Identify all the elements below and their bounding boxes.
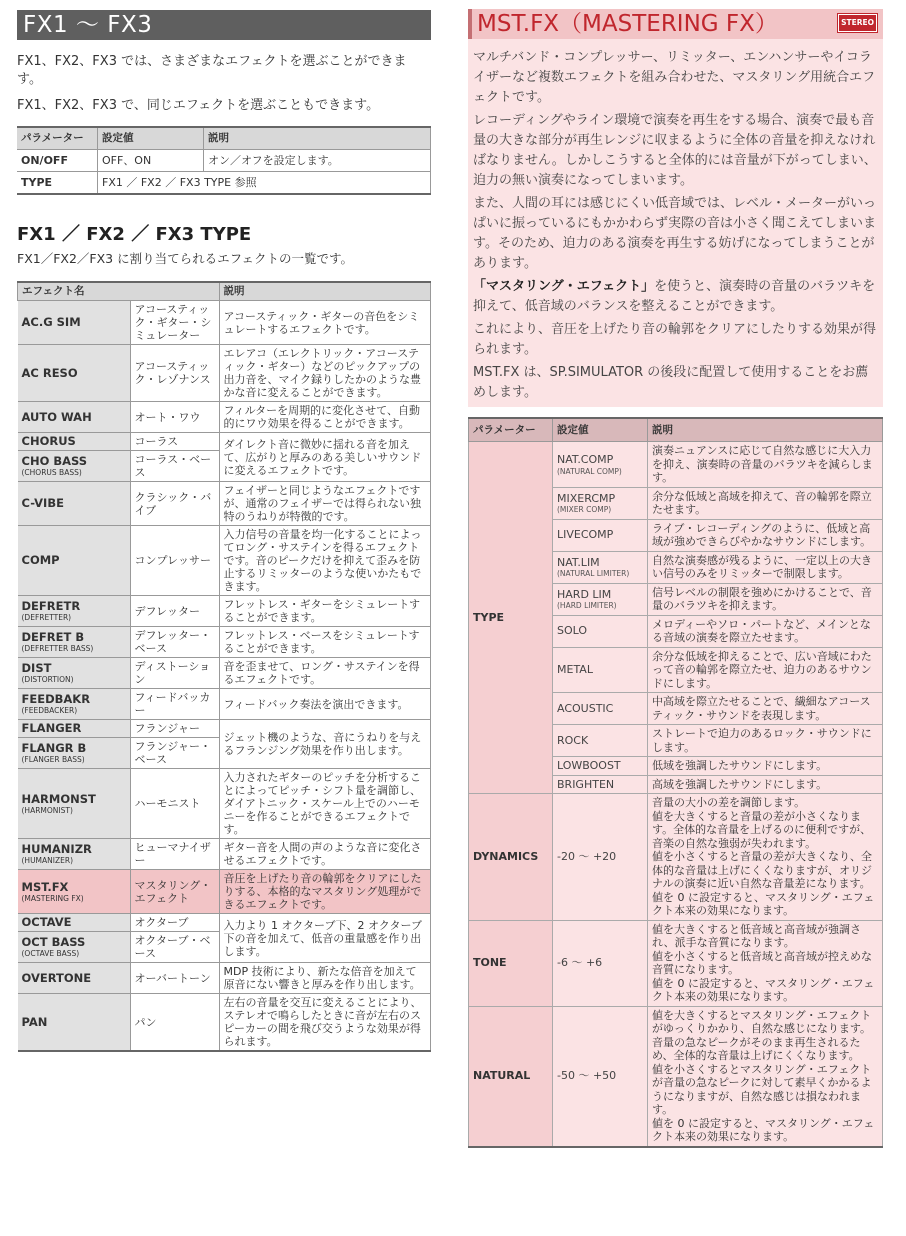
header-effect-desc: 説明 <box>219 282 431 301</box>
type-desc: 中高域を際立たせることで、繊細なアコースティック・サウンドを表現します。 <box>648 693 883 725</box>
effect-name-text: FLANGR B <box>21 741 87 755</box>
type-desc: 信号レベルの制限を強めにかけることで、音量のバラツキを抑えます。 <box>648 583 883 615</box>
effect-name-text: FEEDBAKR <box>21 692 91 706</box>
mstfx-para-3: また、人間の耳には感じにくい低音域では、レベル・メーターがいっぱいに振っているにもかかわらず実際の音は小さく聞こえてしまいます。そのため、迫力のある演奏を再生する妨げになってしまうことがあります。 <box>473 196 877 271</box>
type-row <box>469 442 883 488</box>
type-desc: 余分な低域を抑えることで、広い音域にわたって音の輪郭を際立たせ、迫力のあるサウンドにします。 <box>648 647 883 693</box>
mstfx-title: MST.FX（MASTERING FX） <box>477 11 778 37</box>
effect-jp-name: デフレッター <box>130 596 219 627</box>
effect-name <box>18 301 131 345</box>
type-value-sub: (HARD LIMITER) <box>557 601 617 611</box>
effect-name-text: PAN <box>21 1014 48 1029</box>
effect-jp-name: オクターブ・ベース <box>130 932 219 963</box>
table-row <box>18 769 431 839</box>
effect-name-text: DIST <box>21 661 52 675</box>
table-row <box>18 994 431 1052</box>
table-row <box>18 402 431 433</box>
value-dynamics: -20 〜 +20 <box>553 794 648 921</box>
effect-name-sub: (MASTERING FX) <box>21 893 84 903</box>
effect-jp-name: コーラス・ベース <box>130 451 219 482</box>
effect-name <box>18 627 131 658</box>
dynamics-desc-4: 値を 0 に設定すると、マスタリング・エフェクト本来の効果になります。 <box>652 890 875 917</box>
type-value <box>553 519 648 551</box>
table-row <box>17 150 431 172</box>
type-value-sub: (NATURAL COMP) <box>557 466 622 476</box>
table-row <box>18 914 431 932</box>
effect-name-text: HUMANIZR <box>21 842 92 856</box>
table-row <box>18 345 431 402</box>
natural-desc-1: 値を大きくするとマスタリング・エフェクトがゆっくりかかり、自然な感じになります。音量の急なピークがそのまま再生されるため、全体的な音量は上げにくくなります。 <box>652 1008 872 1062</box>
effect-jp-name: ハーモニスト <box>130 769 219 839</box>
effect-desc: ダイレクト音に微妙に揺れる音を加えて、広がりと厚みのある美しいサウンドに変えるエフェクトです。 <box>219 433 431 482</box>
effect-jp-name: フランジャー・ベース <box>130 738 219 769</box>
effect-name-text: AC.G SIM <box>21 315 81 329</box>
type-description: FX1／FX2／FX3 に割り当てられるエフェクトの一覧です。 <box>17 251 353 266</box>
type-value-sub: (MIXER COMP) <box>557 505 612 515</box>
effect-name <box>18 839 131 870</box>
effect-name-text: FLANGER <box>21 721 82 735</box>
intro-text-1: FX1、FX2、FX3 では、さまざまなエフェクトを選ぶことができます。 <box>17 54 407 87</box>
type-value <box>553 693 648 725</box>
effect-jp-name: ヒューマナイザー <box>130 839 219 870</box>
effect-name-text: C-VIBE <box>21 496 64 510</box>
type-value <box>553 757 648 776</box>
param-type: TYPE <box>17 172 98 195</box>
type-value-text: NAT.COMP <box>557 453 614 466</box>
effect-desc: 音を歪ませて、ロング・サステインを得るエフェクトです。 <box>219 658 431 689</box>
effect-desc: フレットレス・ギターをシミュレートすることができます。 <box>219 596 431 627</box>
dynamics-desc-2: 値を大きくすると音量の差が小さくなります。全体的な音量を上げるのに便利ですが、音楽の自然な強弱が失われます。 <box>652 809 872 850</box>
effect-name-text: OCTAVE <box>21 915 72 929</box>
header-param: パラメーター <box>469 418 553 442</box>
type-value-text: HARD LIM <box>557 587 612 601</box>
param-natural: NATURAL <box>469 1006 553 1147</box>
mstfx-para-1: マルチバンド・コンプレッサー、リミッター、エンハンサーやイコライザーなど複数エフェクトを組み合わせた、マスタリング用統合エフェクトです。 <box>473 50 876 105</box>
tone-desc-1: 値を大きくすると低音域と高音域が強調され、派手な音質になります。 <box>652 922 861 949</box>
type-desc: メロディーやソロ・パートなど、メインとなる音域の演奏を際立たせます。 <box>648 615 883 647</box>
value-onoff: OFF、ON <box>98 150 204 172</box>
effect-name <box>18 769 131 839</box>
type-desc: 高域を強調したサウンドにします。 <box>648 775 883 794</box>
header-effect-name: エフェクト名 <box>18 282 220 301</box>
effect-jp-name: クラシック・バイブ <box>130 482 219 526</box>
effect-jp-name: オーバートーン <box>130 963 219 994</box>
effect-name <box>18 994 131 1052</box>
effect-name <box>18 870 131 914</box>
header-param: パラメーター <box>17 127 98 150</box>
effect-name <box>18 482 131 526</box>
effect-name <box>18 689 131 720</box>
type-value-text: METAL <box>557 663 593 676</box>
effect-desc: ギター音を人間の声のような音に変化させるエフェクトです。 <box>219 839 431 870</box>
table-header-row <box>17 127 431 150</box>
desc-tone <box>648 920 883 1006</box>
param-tone: TONE <box>469 920 553 1006</box>
effect-name-sub: (FLANGER BASS) <box>21 755 85 764</box>
type-value-text: SOLO <box>557 624 588 638</box>
mstfx-para-4 <box>473 274 878 317</box>
fx-section-title: FX1 〜 FX3 <box>17 10 431 40</box>
table-row <box>18 963 431 994</box>
effect-name-sub: (OCTAVE BASS) <box>21 949 80 958</box>
type-value-text: LIVECOMP <box>557 528 614 542</box>
type-subtitle: FX1 ／ FX2 ／ FX3 TYPE <box>17 224 252 245</box>
effect-desc: MDP 技術により、新たな倍音を加えて原音にない響きと厚みを作り出します。 <box>219 963 431 994</box>
type-desc: 演奏ニュアンスに応じて自然な感じに大入力を抑え、演奏時の音量のバラツキを減らします。 <box>648 442 883 488</box>
tone-desc-3: 値を 0 に設定すると、マスタリング・エフェクト本来の効果になります。 <box>652 976 875 1003</box>
effect-desc: フェイザーと同じようなエフェクトですが、通常のフェイザーでは得られない独特のうねりが特徴的です。 <box>219 482 431 526</box>
effect-jp-name: フランジャー <box>130 720 219 738</box>
table-header-row <box>469 418 883 442</box>
effect-name-text: MST.FX <box>21 879 69 894</box>
mstfx-para-6: MST.FX は、SP.SIMULATOR の後段に配置して使用することをお薦めします。 <box>473 365 869 400</box>
effect-jp-name: オート・ワウ <box>130 402 219 433</box>
stereo-badge: STEREO <box>837 13 878 33</box>
table-row-tone <box>469 920 883 1006</box>
effect-name <box>18 596 131 627</box>
dynamics-desc-3: 値を小さくすると音量の差が大きくなり、全体的な音量は上げにくくなりますが、オリジナルの演奏に近い自然な音量差になります。 <box>652 850 872 890</box>
effect-desc: アコースティック・ギターの音色をシミュレートするエフェクトです。 <box>219 301 431 345</box>
type-value <box>553 551 648 583</box>
tone-desc-2: 値を小さくすると低音域と高音域が控えめな音質になります。 <box>652 949 872 976</box>
header-value: 設定値 <box>553 418 648 442</box>
value-natural: -50 〜 +50 <box>553 1006 648 1147</box>
type-desc: ライブ・レコーディングのように、低域と高域が強めできらびやかなサウンドにします。 <box>648 519 883 551</box>
param-onoff: ON/OFF <box>17 150 98 172</box>
type-desc: 低域を強調したサウンドにします。 <box>648 757 883 776</box>
param-dynamics: DYNAMICS <box>469 794 553 921</box>
effect-name <box>18 402 131 433</box>
effect-name <box>18 658 131 689</box>
effect-name-text: DEFRET B <box>21 630 85 644</box>
effect-jp-name: コンプレッサー <box>130 526 219 596</box>
effect-name-text: AC RESO <box>21 365 78 380</box>
effect-name-text: AUTO WAH <box>21 409 92 424</box>
effect-name-text: OCT BASS <box>21 935 86 949</box>
natural-desc-2: 値を小さくするとマスタリング・エフェクトが音量の急なピークに対して素早くかかるようになりますが、自然な感じは損なわれます。 <box>652 1062 872 1116</box>
mstfx-para-4-bold: 「マスタリング・エフェクト」 <box>473 279 655 294</box>
param-type: TYPE <box>469 442 553 794</box>
right-column <box>468 0 883 1148</box>
mstfx-para-4-text: を使うと、演奏時の音量のバラツキを抑えて、低音域のバランスを整えることができます。 <box>473 279 876 314</box>
effect-desc: 入力されたギターのピッチを分析することによってピッチ・シフト量を調節し、ダイアトニック・スケール上でのハーモニーを作ることができるエフェクトです。 <box>219 769 431 839</box>
header-value: 設定値 <box>98 127 204 150</box>
type-value <box>553 442 648 488</box>
left-column <box>17 0 431 1052</box>
effect-jp-name: パン <box>130 994 219 1052</box>
effect-desc: ジェット機のような、音にうねりを与えるフランジング効果を作り出します。 <box>219 720 431 769</box>
mstfx-title-bar <box>468 9 883 39</box>
effect-jp-name: アコースティック・レゾナンス <box>130 345 219 402</box>
effect-name-sub: (HARMONIST) <box>21 805 73 815</box>
effect-desc: フィルターを周期的に変化させて、自動的にワウ効果を得ることができます。 <box>219 402 431 433</box>
table-row <box>18 433 431 451</box>
table-row <box>18 526 431 596</box>
table-row <box>18 870 431 914</box>
table-row <box>18 839 431 870</box>
effect-name <box>18 345 131 402</box>
table-row <box>17 172 431 195</box>
table-row <box>18 627 431 658</box>
type-value <box>553 615 648 647</box>
effect-name-sub: (HUMANIZER) <box>21 856 73 865</box>
type-value-text: NAT.LIM <box>557 555 600 569</box>
effect-desc: 音圧を上げたり音の輪郭をクリアにしたりする、本格的なマスタリング処理ができるエフェクトです。 <box>219 870 431 914</box>
effect-name <box>18 451 131 482</box>
effect-desc: 入力信号の音量を均一化することによってロング・サステインを得るエフェクトです。音のピークだけを抑えて歪みを防止するリミッターのような使いかたもできます。 <box>219 526 431 596</box>
effect-name-text: COMP <box>21 553 60 567</box>
effect-jp-name: フィードバッカー <box>130 689 219 720</box>
mstfx-para-5: これにより、音圧を上げたり音の輪郭をクリアにしたりする効果が得られます。 <box>473 322 877 357</box>
effect-name-text: OVERTONE <box>21 970 92 985</box>
type-value-text: MIXERCMP <box>557 491 616 505</box>
type-desc: 自然な演奏感が残るように、一定以上の大きい信号のみをリミッターで制限します。 <box>648 551 883 583</box>
effect-name-text: DEFRETR <box>21 599 81 613</box>
effect-name-sub: (CHORUS BASS) <box>21 468 82 477</box>
effect-jp-name: オクターブ <box>130 914 219 932</box>
table-row-natural <box>469 1006 883 1147</box>
effect-name <box>18 963 131 994</box>
effect-name-sub: (DISTORTION) <box>21 675 74 684</box>
effect-jp-name: アコースティック・ギター・シミュレーター <box>130 301 219 345</box>
desc-natural <box>648 1006 883 1147</box>
type-value <box>553 725 648 757</box>
type-value-sub: (NATURAL LIMITER) <box>557 569 630 579</box>
type-value <box>553 647 648 693</box>
table-row <box>18 658 431 689</box>
type-desc: ストレートで迫力のあるロック・サウンドにします。 <box>648 725 883 757</box>
desc-dynamics <box>648 794 883 921</box>
value-tone: -6 〜 +6 <box>553 920 648 1006</box>
value-type: FX1 ／ FX2 ／ FX3 TYPE 参照 <box>98 172 431 195</box>
table-row <box>18 596 431 627</box>
effect-table-body <box>18 301 431 1052</box>
effect-table <box>17 281 431 1052</box>
mstfx-description <box>468 39 883 407</box>
effect-jp-name: コーラス <box>130 433 219 451</box>
mstfx-param-table <box>468 417 883 1148</box>
type-value-text: LOWBOOST <box>557 759 621 772</box>
fx-param-table <box>17 126 431 195</box>
effect-name <box>18 526 131 596</box>
dynamics-desc-1: 音量の大小の差を調節します。 <box>652 796 806 809</box>
effect-jp-name: ディストーション <box>130 658 219 689</box>
effect-desc: フィードバック奏法を演出できます。 <box>219 689 431 720</box>
effect-desc: フレットレス・ベースをシミュレートすることができます。 <box>219 627 431 658</box>
table-header-row <box>18 282 431 301</box>
effect-desc: エレアコ（エレクトリック・アコースティック・ギター）などのピックアップの出力音を、マイク録りしたかのような豊かな音に変えることができます。 <box>219 345 431 402</box>
type-desc: 余分な低域と高域を抑えて、音の輪郭を際立たせます。 <box>648 487 883 519</box>
type-value-text: ACOUSTIC <box>557 701 614 715</box>
table-row-dynamics <box>469 794 883 921</box>
effect-name <box>18 738 131 769</box>
table-row <box>18 301 431 345</box>
table-row <box>18 720 431 738</box>
desc-onoff: オン／オフを設定します。 <box>204 150 431 172</box>
intro-text-2: FX1、FX2、FX3 で、同じエフェクトを選ぶこともできます。 <box>17 98 380 113</box>
header-desc: 説明 <box>204 127 431 150</box>
effect-name-sub: (DEFRETTER) <box>21 613 72 622</box>
type-value <box>553 487 648 519</box>
effect-jp-name: デフレッター・ベース <box>130 627 219 658</box>
effect-jp-name: マスタリング・エフェクト <box>130 870 219 914</box>
effect-name-sub: (FEEDBACKER) <box>21 706 78 715</box>
type-value <box>553 583 648 615</box>
effect-name-sub: (DEFRETTER BASS) <box>21 644 94 653</box>
effect-name-text: CHO BASS <box>21 454 88 468</box>
type-value <box>553 775 648 794</box>
effect-name <box>18 433 131 451</box>
effect-name-text: HARMONST <box>21 791 96 806</box>
type-value-text: ROCK <box>557 733 589 747</box>
natural-desc-3: 値を 0 に設定すると、マスタリング・エフェクト本来の効果になります。 <box>652 1116 875 1143</box>
effect-desc: 入力より 1 オクターブ下、2 オクターブ下の音を加えて、低音の重量感を作り出します。 <box>219 914 431 963</box>
effect-name-text: CHORUS <box>21 434 76 448</box>
table-row <box>18 689 431 720</box>
table-row <box>18 482 431 526</box>
effect-desc: 左右の音量を交互に変えることにより、ステレオで鳴らしたときに音が左右のスピーカーの間を飛び交うような効果が得られます。 <box>219 994 431 1052</box>
effect-name <box>18 932 131 963</box>
effect-name <box>18 914 131 932</box>
mstfx-para-2: レコーディングやライン環境で演奏を再生をする場合、演奏で最も音量の大きな部分が再生レンジに収まるように全体の音量を抑えなければなりません。しかしこうすると全体的には音量が下がってしまい、迫力の無い演奏になってしまいます。 <box>473 113 877 188</box>
effect-name <box>18 720 131 738</box>
type-rows <box>469 442 883 794</box>
header-desc: 説明 <box>648 418 883 442</box>
type-value-text: BRIGHTEN <box>557 777 615 791</box>
